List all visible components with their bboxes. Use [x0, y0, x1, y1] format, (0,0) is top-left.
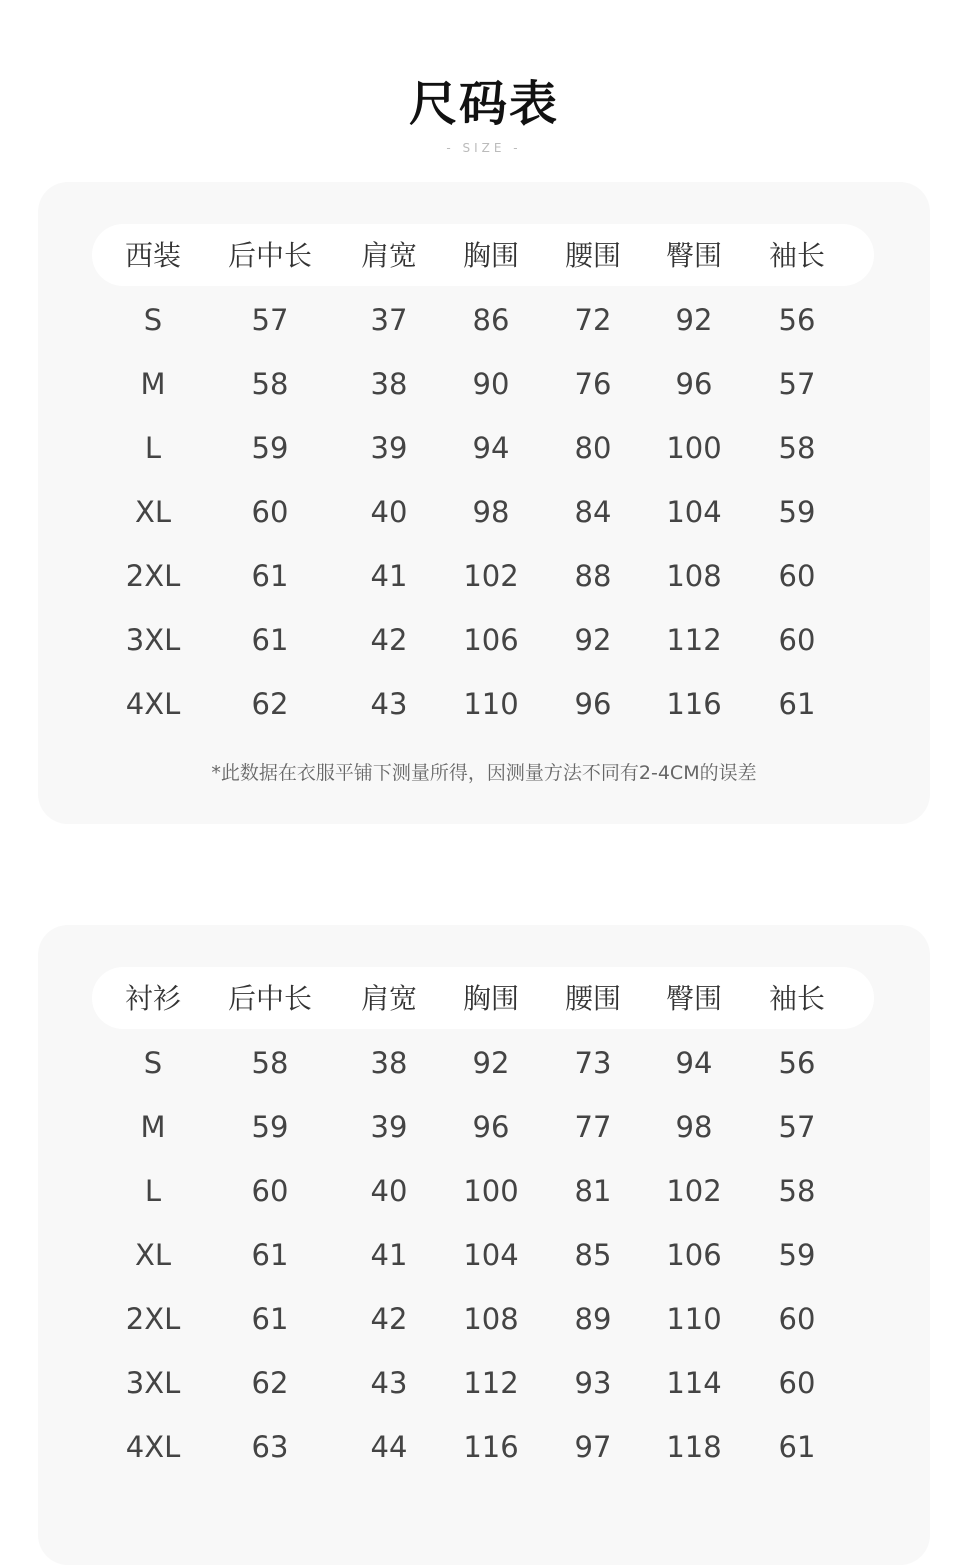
value-cell: 58 [778, 1174, 816, 1208]
value-cell: 80 [574, 431, 612, 465]
header-cell-sleeve: 袖长 [768, 239, 825, 272]
table-row [38, 1223, 930, 1287]
value-cell: 62 [251, 687, 289, 721]
size-cell: 2XL [125, 559, 181, 593]
size-cell: M [140, 367, 166, 401]
value-cell: 60 [778, 1366, 816, 1400]
value-cell: 89 [574, 1302, 612, 1336]
value-cell: 59 [778, 495, 816, 529]
table-header-row [38, 224, 930, 288]
value-cell: 81 [574, 1174, 612, 1208]
shirt-size-table [38, 925, 930, 1565]
value-cell: 106 [463, 623, 519, 657]
table-row [38, 1095, 930, 1159]
value-cell: 61 [251, 559, 289, 593]
value-cell: 60 [778, 1302, 816, 1336]
table-row [38, 672, 930, 736]
size-cell: XL [134, 495, 172, 529]
size-cell: L [144, 431, 162, 465]
suit-size-table [38, 182, 930, 824]
header-cell-waist: 腰围 [564, 982, 621, 1015]
value-cell: 57 [251, 303, 289, 337]
value-cell: 84 [574, 495, 612, 529]
value-cell: 38 [370, 367, 408, 401]
value-cell: 100 [666, 431, 722, 465]
table-row [38, 1031, 930, 1095]
value-cell: 104 [463, 1238, 519, 1272]
value-cell: 61 [251, 1238, 289, 1272]
table-header-row [38, 967, 930, 1031]
value-cell: 60 [251, 1174, 289, 1208]
value-cell: 114 [666, 1366, 722, 1400]
header-cell-back-length: 后中长 [227, 982, 312, 1015]
value-cell: 41 [370, 559, 408, 593]
table-row [38, 352, 930, 416]
table-row [38, 1415, 930, 1479]
value-cell: 92 [675, 303, 713, 337]
value-cell: 63 [251, 1430, 289, 1464]
value-cell: 110 [463, 687, 519, 721]
header-cell-chest: 胸围 [462, 982, 519, 1015]
size-cell: 3XL [125, 623, 181, 657]
value-cell: 42 [370, 1302, 408, 1336]
value-cell: 60 [778, 623, 816, 657]
value-cell: 108 [463, 1302, 519, 1336]
header-cell-back-length: 后中长 [227, 239, 312, 272]
value-cell: 104 [666, 495, 722, 529]
header-cell-category: 衬衫 [124, 982, 181, 1015]
value-cell: 106 [666, 1238, 722, 1272]
table-row [38, 480, 930, 544]
size-cell: 4XL [125, 687, 181, 721]
size-cell: S [143, 303, 163, 337]
value-cell: 61 [778, 687, 816, 721]
header-cell-hip: 臀围 [665, 982, 722, 1015]
value-cell: 41 [370, 1238, 408, 1272]
value-cell: 116 [463, 1430, 519, 1464]
value-cell: 96 [574, 687, 612, 721]
value-cell: 38 [370, 1046, 408, 1080]
size-cell: XL [134, 1238, 172, 1272]
value-cell: 110 [666, 1302, 722, 1336]
value-cell: 86 [472, 303, 510, 337]
value-cell: 37 [370, 303, 408, 337]
table-row [38, 1287, 930, 1351]
value-cell: 56 [778, 1046, 816, 1080]
size-cell: 3XL [125, 1366, 181, 1400]
value-cell: 43 [370, 687, 408, 721]
table-row [38, 544, 930, 608]
table-row [38, 608, 930, 672]
value-cell: 97 [574, 1430, 612, 1464]
value-cell: 40 [370, 1174, 408, 1208]
header-cell-category: 西装 [124, 239, 181, 272]
header-cell-waist: 腰围 [564, 239, 621, 272]
value-cell: 60 [778, 559, 816, 593]
table-row [38, 1351, 930, 1415]
value-cell: 76 [574, 367, 612, 401]
value-cell: 96 [472, 1110, 510, 1144]
value-cell: 108 [666, 559, 722, 593]
size-cell: S [143, 1046, 163, 1080]
value-cell: 62 [251, 1366, 289, 1400]
value-cell: 39 [370, 1110, 408, 1144]
header-cell-hip: 臀围 [665, 239, 722, 272]
value-cell: 102 [666, 1174, 722, 1208]
value-cell: 60 [251, 495, 289, 529]
value-cell: 94 [472, 431, 510, 465]
value-cell: 59 [251, 431, 289, 465]
value-cell: 44 [370, 1430, 408, 1464]
value-cell: 112 [666, 623, 722, 657]
value-cell: 102 [463, 559, 519, 593]
value-cell: 92 [472, 1046, 510, 1080]
size-cell: 4XL [125, 1430, 181, 1464]
value-cell: 73 [574, 1046, 612, 1080]
header-cell-chest: 胸围 [462, 239, 519, 272]
size-cell: 2XL [125, 1302, 181, 1336]
value-cell: 58 [251, 1046, 289, 1080]
value-cell: 92 [574, 623, 612, 657]
value-cell: 61 [778, 1430, 816, 1464]
value-cell: 39 [370, 431, 408, 465]
value-cell: 40 [370, 495, 408, 529]
measurement-note: *此数据在衣服平铺下测量所得，因测量方法不同有2-4CM的误差 [211, 762, 757, 784]
value-cell: 94 [675, 1046, 713, 1080]
value-cell: 98 [675, 1110, 713, 1144]
header-cell-shoulder: 肩宽 [360, 982, 417, 1015]
value-cell: 61 [251, 623, 289, 657]
table-row [38, 1159, 930, 1223]
size-cell: L [144, 1174, 162, 1208]
value-cell: 42 [370, 623, 408, 657]
value-cell: 93 [574, 1366, 612, 1400]
value-cell: 77 [574, 1110, 612, 1144]
page-subtitle: - SIZE - [446, 141, 522, 155]
value-cell: 57 [778, 1110, 816, 1144]
value-cell: 58 [251, 367, 289, 401]
page-title: 尺码表 [408, 76, 559, 132]
value-cell: 59 [778, 1238, 816, 1272]
value-cell: 59 [251, 1110, 289, 1144]
value-cell: 56 [778, 303, 816, 337]
table-row [38, 288, 930, 352]
value-cell: 57 [778, 367, 816, 401]
value-cell: 98 [472, 495, 510, 529]
header-cell-sleeve: 袖长 [768, 982, 825, 1015]
header-cell-shoulder: 肩宽 [360, 239, 417, 272]
value-cell: 118 [666, 1430, 722, 1464]
value-cell: 112 [463, 1366, 519, 1400]
table-row [38, 416, 930, 480]
value-cell: 100 [463, 1174, 519, 1208]
value-cell: 61 [251, 1302, 289, 1336]
size-cell: M [140, 1110, 166, 1144]
value-cell: 90 [472, 367, 510, 401]
value-cell: 88 [574, 559, 612, 593]
value-cell: 43 [370, 1366, 408, 1400]
value-cell: 58 [778, 431, 816, 465]
value-cell: 96 [675, 367, 713, 401]
value-cell: 85 [574, 1238, 612, 1272]
value-cell: 72 [574, 303, 612, 337]
value-cell: 116 [666, 687, 722, 721]
